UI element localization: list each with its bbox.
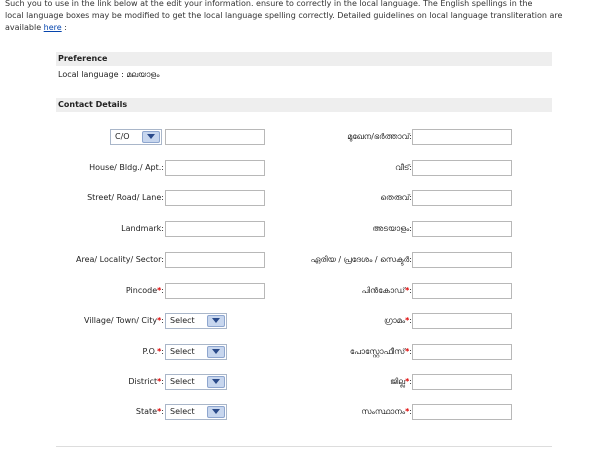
area-label: Area/ Locality/ Sector: — [76, 255, 164, 264]
district-select-value: Select — [170, 377, 195, 386]
required-mark: * — [405, 286, 410, 295]
village-label-text: Village/ Town/ City — [84, 316, 158, 325]
required-mark: * — [157, 347, 162, 356]
co-input[interactable] — [165, 129, 265, 145]
landmark-local-input[interactable] — [412, 221, 512, 237]
po-local-label: പോസ്റ്റോഫീസ്*: — [349, 347, 412, 356]
state-local-input[interactable] — [412, 404, 512, 420]
village-select-value: Select — [170, 316, 195, 325]
area-local-label: ഏരിയ / പ്രദേശം / സെക്ടർ: — [310, 255, 412, 264]
house-local-input[interactable] — [412, 160, 512, 176]
district-select[interactable] — [165, 374, 227, 390]
required-mark: * — [405, 347, 410, 356]
state-label-text: State — [135, 407, 158, 416]
intro-line-3-prefix: available — [5, 23, 42, 32]
local-language-label: Local language : — [58, 70, 124, 79]
po-label-text: P.O. — [142, 347, 158, 356]
state-select-value: Select — [170, 407, 195, 416]
po-local-input[interactable] — [412, 344, 512, 360]
required-mark: * — [157, 316, 162, 325]
intro-line-3-suffix: : — [61, 23, 67, 32]
po-select-value: Select — [170, 347, 195, 356]
house-local-label: വീട്: — [395, 163, 412, 172]
area-local-label-text: ഏരിയ / പ്രദേശം / സെക്ടർ — [310, 255, 410, 264]
village-local-input[interactable] — [412, 313, 512, 329]
house-input[interactable] — [165, 160, 265, 176]
contact-details-header: Contact Details — [56, 98, 552, 112]
state-select[interactable] — [165, 404, 227, 420]
landmark-label: Landmark: — [121, 224, 164, 233]
street-label: Street/ Road/ Lane: — [87, 193, 164, 202]
house-label: House/ Bldg./ Apt.: — [89, 163, 164, 172]
house-local-label-text: വീട് — [395, 163, 410, 172]
co-select-value: C/O — [115, 132, 130, 141]
pincode-input[interactable] — [165, 283, 265, 299]
pincode-local-input[interactable] — [412, 283, 512, 299]
district-local-label-text: ജില്ല — [390, 377, 406, 386]
street-label-text: Street/ Road/ Lane — [87, 193, 162, 202]
village-label: Village/ Town/ City*: — [84, 316, 164, 325]
street-local-label: തെരുവ്: — [380, 193, 412, 202]
local-language-value: മലയാളം — [126, 70, 160, 79]
street-input[interactable] — [165, 190, 265, 206]
co-local-label-text: മുഖേന/ഭർത്താവ് — [347, 132, 410, 141]
required-mark: * — [157, 286, 162, 295]
street-local-label-text: തെരുവ് — [380, 193, 410, 202]
landmark-local-label: അടയാളം: — [372, 224, 412, 233]
landmark-input[interactable] — [165, 221, 265, 237]
street-local-input[interactable] — [412, 190, 512, 206]
village-local-label: ഗ്രാമം*: — [384, 316, 412, 325]
pincode-label-text: Pincode — [125, 286, 158, 295]
district-label-text: District — [128, 377, 158, 386]
co-local-label: മുഖേന/ഭർത്താവ്: — [347, 132, 412, 141]
area-local-input[interactable] — [412, 252, 512, 268]
required-mark: * — [405, 377, 410, 386]
co-local-input[interactable] — [412, 129, 512, 145]
pincode-local-label: പിൻകോഡ്*: — [361, 286, 412, 295]
village-local-label-text: ഗ്രാമം — [384, 316, 406, 325]
required-mark: * — [157, 407, 162, 416]
district-label: District*: — [128, 377, 164, 386]
area-label-text: Area/ Locality/ Sector — [76, 255, 162, 264]
state-local-label-text: സംസ്ഥാനം — [361, 407, 406, 416]
house-label-text: House/ Bldg./ Apt. — [89, 163, 162, 172]
state-local-label: സംസ്ഥാനം*: — [361, 407, 412, 416]
local-language-row — [58, 70, 159, 80]
pincode-label: Pincode*: — [125, 286, 164, 295]
village-select[interactable] — [165, 313, 227, 329]
chevron-down-icon — [207, 315, 225, 327]
state-label: State*: — [135, 407, 164, 416]
district-local-label: ജില്ല*: — [390, 377, 412, 386]
guidelines-link[interactable]: here — [43, 23, 62, 32]
required-mark: * — [157, 377, 162, 386]
divider — [56, 446, 552, 447]
pincode-local-label-text: പിൻകോഡ് — [361, 286, 406, 295]
po-select[interactable] — [165, 344, 227, 360]
chevron-down-icon — [207, 346, 225, 358]
district-local-input[interactable] — [412, 374, 512, 390]
chevron-down-icon — [142, 131, 160, 143]
intro-line-2: local language boxes may be modified to get the local language spelling correctly. Detailed guidelines on local language transliteration are — [5, 11, 563, 20]
landmark-label-text: Landmark — [121, 224, 162, 233]
chevron-down-icon — [207, 376, 225, 388]
landmark-local-label-text: അടയാളം — [372, 224, 410, 233]
area-input[interactable] — [165, 252, 265, 268]
required-mark: * — [405, 316, 410, 325]
chevron-down-icon — [207, 406, 225, 418]
preference-header: Preference — [56, 52, 552, 66]
intro-line-3 — [5, 22, 597, 34]
intro-text — [5, 0, 597, 34]
co-select[interactable] — [110, 129, 162, 145]
po-local-label-text: പോസ്റ്റോഫീസ് — [349, 347, 406, 356]
po-label: P.O.*: — [142, 347, 164, 356]
required-mark: * — [405, 407, 410, 416]
intro-line-1: Such you to use in the link below at the edit your information. ensure to correctly in the local language. The English spellings in the — [5, 0, 533, 8]
